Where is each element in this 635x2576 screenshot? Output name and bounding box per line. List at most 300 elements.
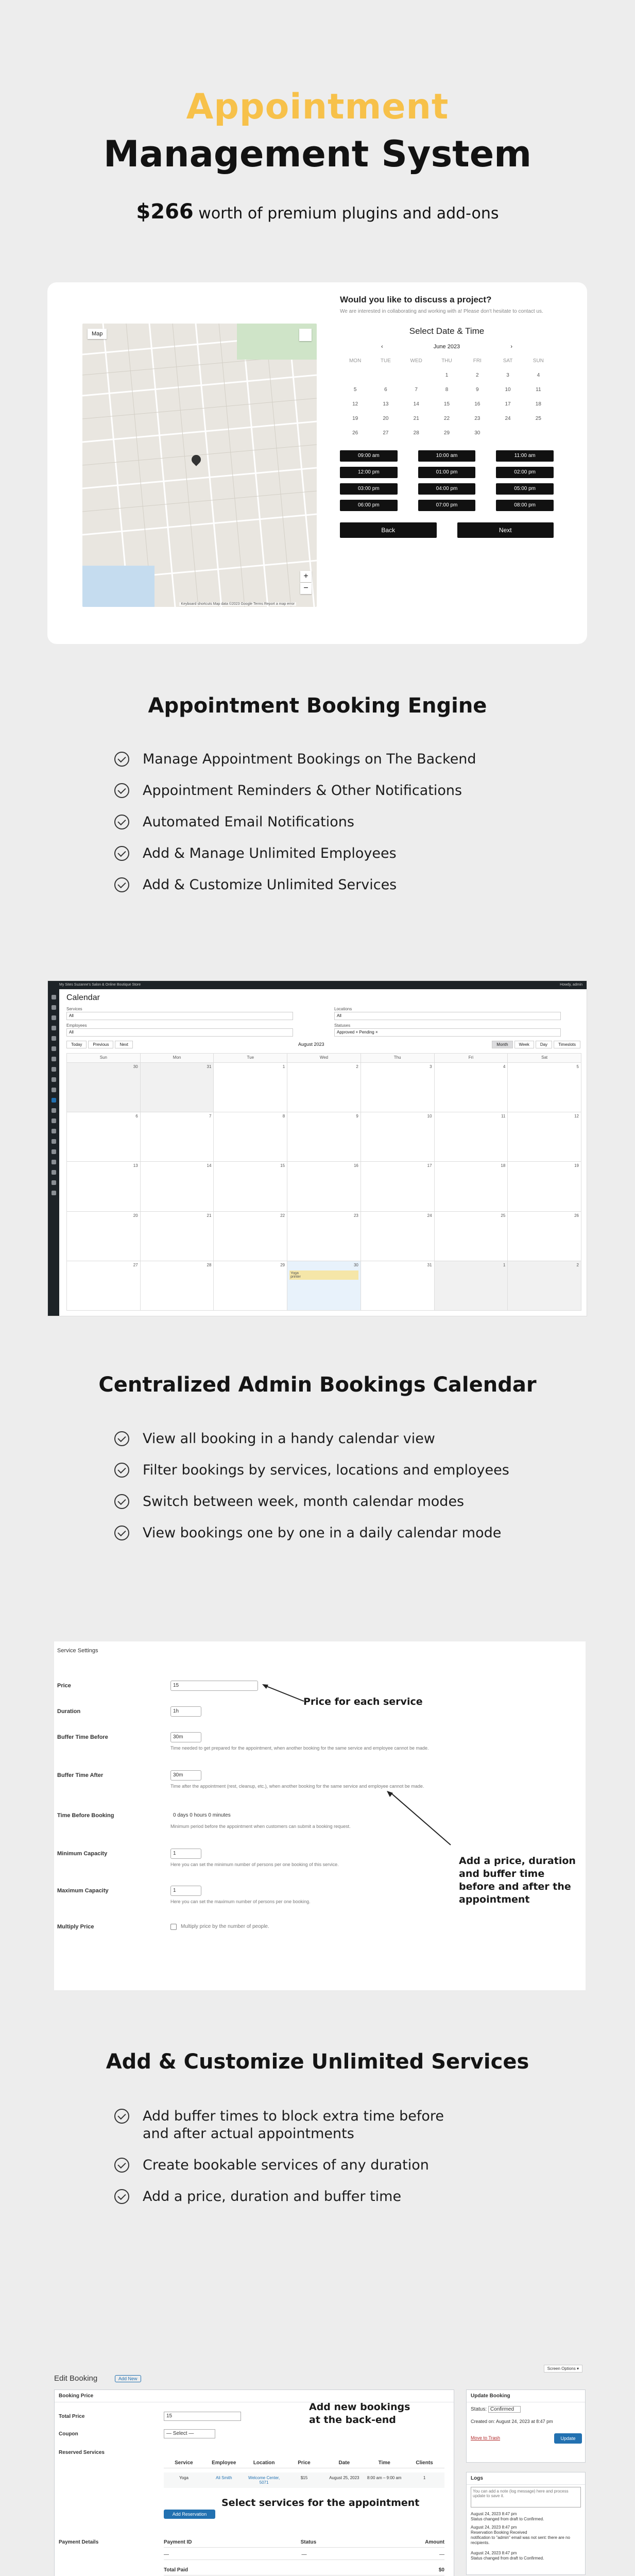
sidebar-icon[interactable] (52, 1077, 56, 1082)
topbar-site[interactable]: My Sites Suzanne's Salon & Online Boutique Store (59, 983, 141, 987)
total-price-input[interactable]: 15 (164, 2412, 241, 2421)
feature-text: View all booking in a handy calendar view (143, 1431, 435, 1447)
sidebar-icon[interactable] (52, 1191, 56, 1195)
fullscreen-icon[interactable] (299, 329, 312, 341)
buffer-after-select[interactable]: 30m (170, 1770, 201, 1781)
calendar-cell[interactable] (508, 1112, 581, 1162)
feature-item (114, 782, 547, 800)
date-number: 10 (427, 1114, 432, 1119)
next-month-icon[interactable]: › (510, 344, 512, 350)
date-number: 3 (430, 1064, 432, 1069)
section-title-booking-engine: Appointment Booking Engine (148, 694, 487, 718)
column-header: Status (300, 2539, 317, 2545)
calendar-day[interactable]: 27 (383, 430, 389, 436)
date-number: 28 (207, 1262, 212, 1267)
date-number: 20 (133, 1213, 138, 1218)
calendar-cell[interactable] (287, 1162, 361, 1211)
buffer-before-hint: Time needed to get prepared for the appointment, when another booking for the same service and employee cannot be made. (170, 1745, 429, 1751)
feature-text: Automated Email Notifications (143, 814, 354, 830)
next-button[interactable]: Next (115, 1041, 132, 1048)
date-number: 8 (282, 1114, 285, 1119)
time-slot-button[interactable]: 02:00 pm (496, 467, 554, 478)
feature-item (114, 2188, 547, 2206)
calendar-day[interactable]: 17 (505, 401, 511, 407)
hero-accent-title: Appointment (186, 87, 449, 127)
weekday-header: Sun (67, 1054, 141, 1063)
update-booking-heading: Update Booking (467, 2390, 585, 2402)
check-circle-icon (114, 1494, 129, 1509)
booking-description: We are interested in collaborating and working with a! Please don't hesitate to contact us. (340, 309, 543, 314)
cell: 1 (423, 2476, 426, 2480)
calendar-cell[interactable] (214, 1162, 287, 1211)
weekday-header: Tue (214, 1054, 287, 1063)
date-number: 31 (207, 1064, 212, 1069)
calendar-day[interactable]: 9 (476, 387, 479, 393)
date-number: 24 (427, 1213, 432, 1218)
view-month-button[interactable]: Month (492, 1041, 512, 1048)
column-header: Time (378, 2460, 390, 2466)
buffer-before-select[interactable]: 30m (170, 1732, 201, 1742)
column-header: Employee (212, 2460, 236, 2466)
calendar-day[interactable]: 5 (353, 387, 357, 393)
time-slot-button[interactable]: 03:00 pm (340, 483, 398, 495)
sidebar-icon[interactable] (52, 1160, 56, 1164)
time-before-inputs[interactable]: 0 days 0 hours 0 minutes (170, 1810, 299, 1821)
date-number: 27 (133, 1262, 138, 1267)
feature-text: Create bookable services of any duration (143, 2157, 429, 2173)
cell: Ali Smith (216, 2476, 232, 2480)
filter-employees-select[interactable]: All (66, 1028, 293, 1037)
check-circle-icon (114, 815, 129, 829)
calendar-day[interactable]: 14 (413, 401, 419, 407)
annotation-select-services: Select services for the appointment (221, 2497, 420, 2509)
time-slot-button[interactable]: 09:00 am (340, 450, 398, 462)
calendar-cell[interactable] (435, 1261, 508, 1311)
date-number: 1 (503, 1262, 506, 1267)
calendar-day[interactable]: 12 (352, 401, 358, 407)
topbar-user[interactable]: Howdy, admin (560, 983, 582, 987)
date-number: 26 (574, 1213, 579, 1218)
map-view[interactable] (82, 324, 317, 607)
feature-text: Add buffer times to block extra time before and after actual appointments (143, 2108, 444, 2142)
time-slot-button[interactable]: 10:00 am (418, 450, 476, 462)
booking-price-heading: Booking Price (55, 2390, 454, 2402)
check-circle-icon (114, 2109, 129, 2124)
calendar-cell[interactable] (141, 1162, 214, 1211)
feature-item (114, 1430, 547, 1448)
map-attribution: Keyboard shortcuts Map data ©2023 Google Terms Report a map error (179, 602, 296, 606)
section-title-admin-calendar: Centralized Admin Bookings Calendar (98, 1373, 537, 1397)
calendar-cell[interactable] (287, 1212, 361, 1261)
add-reservation-button[interactable]: Add Reservation (164, 2510, 215, 2519)
calendar-day[interactable]: 28 (413, 430, 419, 436)
calendar-cell[interactable] (214, 1063, 287, 1112)
service-settings-screenshot (54, 1641, 586, 1990)
date-number: 23 (353, 1213, 358, 1218)
calendar-day[interactable] (492, 430, 523, 436)
calendar-day[interactable]: 15 (443, 401, 450, 407)
feature-text: Manage Appointment Bookings on The Backend (143, 751, 476, 767)
weekday-label: MON (349, 358, 362, 364)
sidebar-icon[interactable] (52, 995, 56, 999)
calendar-cell[interactable] (508, 1063, 581, 1112)
update-button[interactable]: Update (554, 2433, 582, 2444)
weekday-header: Thu (361, 1054, 435, 1063)
zoom-in-icon[interactable]: + (300, 571, 312, 582)
calendar-cell[interactable] (435, 1212, 508, 1261)
annotation-arrow (260, 1683, 306, 1703)
date-number: 29 (280, 1262, 285, 1267)
calendar-day[interactable]: 13 (383, 401, 389, 407)
time-slot-button[interactable]: 11:00 am (496, 450, 554, 462)
calendar-cell[interactable] (214, 1212, 287, 1261)
calendar-cell[interactable] (435, 1112, 508, 1162)
feature-text: Add & Manage Unlimited Employees (143, 845, 397, 861)
calendar-day[interactable] (401, 372, 432, 378)
calendar-day[interactable]: 3 (506, 372, 509, 378)
date-number: 11 (501, 1114, 506, 1119)
weekday-label: FRI (473, 358, 482, 364)
cell: — (439, 2552, 444, 2557)
edit-booking-screenshot (54, 2366, 586, 2576)
log-note-textarea[interactable]: You can add a note (log message) here and process update to save it. (471, 2487, 581, 2507)
date-number: 15 (280, 1163, 285, 1168)
filter-employees-label: Employees (66, 1023, 87, 1028)
calendar-day[interactable]: 19 (352, 416, 358, 421)
date-number: 25 (501, 1213, 506, 1218)
calendar-cell[interactable] (141, 1112, 214, 1162)
time-slot-button[interactable]: 08:00 pm (496, 500, 554, 511)
column-header: Payment ID (164, 2539, 192, 2545)
calendar-cell[interactable] (287, 1063, 361, 1112)
sidebar-icon[interactable] (52, 1139, 56, 1144)
calendar-cell[interactable] (508, 1261, 581, 1311)
sidebar-icon[interactable] (52, 1118, 56, 1123)
calendar-day[interactable]: 7 (415, 387, 418, 393)
calendar-day[interactable]: 2 (476, 372, 479, 378)
calendar-cell[interactable] (214, 1112, 287, 1162)
check-circle-icon (114, 2189, 129, 2204)
calendar-day[interactable]: 29 (443, 430, 450, 436)
calendar-cell[interactable] (435, 1063, 508, 1112)
calendar-day[interactable]: 11 (536, 387, 541, 393)
check-circle-icon (114, 846, 129, 861)
time-before-label: Time Before Booking (57, 1812, 114, 1819)
feature-item (114, 1462, 547, 1479)
map-streets (82, 324, 317, 607)
cell: — (164, 2552, 169, 2557)
check-circle-icon (114, 1463, 129, 1478)
weekday-header: Sat (508, 1054, 581, 1063)
calendar-day[interactable]: 30 (474, 430, 480, 436)
calendar-day[interactable] (523, 430, 554, 436)
check-circle-icon (114, 1431, 129, 1446)
calendar-day[interactable]: 6 (384, 387, 387, 393)
feature-item (114, 876, 547, 894)
sidebar-icon[interactable] (52, 1026, 56, 1030)
payment-row (164, 2552, 444, 2560)
zoom-out-icon[interactable]: − (300, 583, 312, 594)
sidebar-icon[interactable] (52, 1170, 56, 1175)
time-slot-button[interactable]: 07:00 pm (418, 500, 476, 511)
calendar-cell[interactable] (361, 1063, 435, 1112)
calendar-day[interactable]: 24 (505, 416, 511, 421)
column-header: Clients (416, 2460, 433, 2466)
date-number: 13 (133, 1163, 138, 1168)
calendar-cell[interactable] (287, 1112, 361, 1162)
check-circle-icon (114, 2158, 129, 2173)
calendar-cell[interactable] (67, 1162, 141, 1211)
column-header: Amount (425, 2539, 444, 2545)
sidebar-icon[interactable] (52, 1036, 56, 1041)
cell: 8:00 am – 9:00 am (367, 2476, 402, 2480)
date-number: 6 (135, 1114, 138, 1119)
check-circle-icon (114, 783, 129, 798)
time-slot-button[interactable]: 06:00 pm (340, 500, 398, 511)
calendar-cell[interactable] (141, 1063, 214, 1112)
feature-text: Add a price, duration and buffer time (143, 2189, 402, 2205)
calendar-month-label: August 2023 (298, 1042, 324, 1047)
date-number: 4 (503, 1064, 506, 1069)
view-switcher (492, 1041, 580, 1048)
calendar-cell[interactable] (141, 1212, 214, 1261)
calendar-cell[interactable] (361, 1162, 435, 1211)
view-timeslots-button[interactable]: Timeslots (554, 1041, 580, 1048)
sidebar-icon[interactable] (52, 1108, 56, 1113)
calendar-day[interactable]: 20 (383, 416, 389, 421)
sidebar-icon[interactable] (52, 1088, 56, 1092)
calendar-day[interactable]: 23 (474, 416, 480, 421)
price-input[interactable]: 15 (170, 1681, 258, 1691)
payment-details-label: Payment Details (59, 2539, 99, 2545)
calendar-day[interactable]: 1 (445, 372, 449, 378)
calendar-day[interactable]: 22 (443, 416, 450, 421)
sidebar-icon[interactable] (52, 1005, 56, 1010)
sidebar-icon[interactable] (52, 1149, 56, 1154)
date-number: 17 (427, 1163, 432, 1168)
date-number: 14 (207, 1163, 212, 1168)
calendar-cell[interactable] (67, 1261, 141, 1311)
calendar-day[interactable]: 8 (445, 387, 449, 393)
filter-services-select[interactable]: All (66, 1012, 293, 1020)
feature-item (114, 2108, 547, 2143)
admin-calendar-screenshot (47, 980, 587, 1316)
feature-text: Switch between week, month calendar modes (143, 1494, 465, 1510)
status-label: Status: (471, 2406, 487, 2412)
select-date-label: Select Date & Time (409, 326, 485, 336)
month-label: June 2023 (433, 344, 460, 350)
calendar-cell[interactable] (508, 1162, 581, 1211)
calendar-day[interactable]: 16 (474, 401, 480, 407)
feature-list-admin-calendar (114, 1430, 547, 1556)
reserved-services-label: Reserved Services (59, 2450, 105, 2455)
coupon-select[interactable]: — Select — (164, 2429, 215, 2438)
calendar-day[interactable] (340, 372, 370, 378)
sidebar-icon[interactable] (52, 1067, 56, 1072)
calendar-day[interactable]: 18 (535, 401, 541, 407)
buffer-after-label: Buffer Time After (57, 1772, 104, 1778)
cell: Yoga (179, 2476, 188, 2480)
add-new-button[interactable]: Add New (115, 2375, 141, 2382)
prev-month-icon[interactable]: ‹ (381, 344, 383, 350)
hero-subtitle (0, 200, 635, 224)
map-tab[interactable]: Map (88, 329, 107, 339)
feature-list-booking-engine (114, 751, 547, 908)
calendar-cell[interactable] (361, 1112, 435, 1162)
total-paid-label: Total Paid (164, 2567, 188, 2573)
total-paid-value: $0 (438, 2567, 444, 2573)
date-number: 22 (280, 1213, 285, 1218)
calendar-cell[interactable] (361, 1212, 435, 1261)
cell: August 25, 2023 (329, 2476, 359, 2480)
total-price-label: Total Price (59, 2414, 85, 2419)
sidebar-icon-calendar[interactable] (52, 1098, 56, 1103)
min-capacity-hint: Here you can set the minimum number of persons per one booking of this service. (170, 1862, 339, 1867)
sidebar-icon[interactable] (52, 1046, 56, 1051)
feature-item (114, 1493, 547, 1511)
date-number: 21 (207, 1213, 212, 1218)
calendar-cell[interactable] (287, 1261, 361, 1311)
cell: Welcome Center, 5071 (248, 2476, 280, 2485)
filter-locations-label: Locations (334, 1007, 352, 1011)
service-settings-heading: Service Settings (57, 1648, 98, 1654)
date-number: 2 (356, 1064, 358, 1069)
time-slot-button[interactable]: 12:00 pm (340, 467, 398, 478)
max-capacity-label: Maximum Capacity (57, 1888, 109, 1894)
hero-title: Management System (103, 133, 532, 175)
date-number: 18 (501, 1163, 506, 1168)
log-entry: August 24, 2023 8:47 pm Status changed from draft to Confirmed. (471, 2512, 544, 2521)
feature-list-services (114, 2108, 547, 2219)
feature-item (114, 845, 547, 862)
calendar-day[interactable] (370, 372, 401, 378)
feature-text: Appointment Reminders & Other Notifications (143, 783, 462, 799)
calendar-cell[interactable] (435, 1162, 508, 1211)
time-slot-button[interactable]: 05:00 pm (496, 483, 554, 495)
move-to-trash-link[interactable]: Move to Trash (471, 2435, 501, 2441)
duration-label: Duration (57, 1708, 81, 1715)
previous-button[interactable]: Previous (88, 1041, 113, 1048)
admin-topbar (48, 981, 587, 989)
screen-options-button[interactable]: Screen Options ▾ (544, 2365, 582, 2372)
log-entry: August 24, 2023 8:47 pm Reservation Booking Received notification to "admin" email was not sent: there are no recipients. (471, 2525, 570, 2545)
sidebar-icon[interactable] (52, 1057, 56, 1061)
time-slot-button[interactable]: 04:00 pm (418, 483, 476, 495)
date-number: 12 (574, 1114, 579, 1119)
booking-event[interactable]: Yoga printer (289, 1270, 358, 1280)
date-number: 16 (353, 1163, 358, 1168)
next-button[interactable]: Next (457, 522, 554, 538)
date-number: 7 (209, 1114, 212, 1119)
back-button[interactable]: Back (340, 522, 437, 538)
created-on: Created on: August 24, 2023 at 8:47 pm (471, 2419, 553, 2424)
price-label: Price (57, 1683, 71, 1689)
calendar-cell[interactable] (508, 1212, 581, 1261)
date-picker[interactable] (340, 358, 554, 436)
booking-question: Would you like to discuss a project? (340, 295, 492, 304)
sidebar-icon[interactable] (52, 1180, 56, 1185)
column-header: Price (298, 2460, 311, 2466)
multiply-price-hint: Multiply price by the number of people. (181, 1924, 269, 1929)
calendar-day[interactable]: 26 (352, 430, 358, 436)
buffer-before-label: Buffer Time Before (57, 1734, 108, 1740)
time-before-hint: Minimum period before the appointment when customers can submit a booking request. (170, 1824, 351, 1829)
check-circle-icon (114, 1526, 129, 1540)
cell: $15 (300, 2476, 308, 2480)
calendar-cell[interactable] (214, 1261, 287, 1311)
weekday-label: THU (441, 358, 452, 364)
date-number: 30 (133, 1064, 138, 1069)
date-number: 1 (282, 1064, 285, 1069)
coupon-label: Coupon (59, 2431, 78, 2437)
view-day-button[interactable]: Day (536, 1041, 552, 1048)
calendar-day[interactable]: 10 (505, 387, 511, 393)
duration-select[interactable]: 1h (170, 1706, 201, 1717)
calendar-day[interactable]: 4 (537, 372, 540, 378)
column-header: Service (175, 2460, 193, 2466)
status-select[interactable]: Confirmed (488, 2406, 521, 2413)
calendar-cell[interactable] (67, 1063, 141, 1112)
date-number: 19 (574, 1163, 579, 1168)
multiply-price-checkbox[interactable] (170, 1924, 177, 1930)
column-header: Date (338, 2460, 350, 2466)
calendar-page-title: Calendar (66, 993, 100, 1002)
cell: — (301, 2552, 307, 2557)
multiply-price-label: Multiply Price (57, 1924, 94, 1930)
calendar-day[interactable]: 25 (535, 416, 541, 421)
feature-item (114, 814, 547, 831)
calendar-cell[interactable] (141, 1261, 214, 1311)
weekday-header: Mon (141, 1054, 214, 1063)
calendar-cell[interactable] (67, 1112, 141, 1162)
max-capacity-input[interactable]: 1 (170, 1886, 201, 1896)
sidebar-icon[interactable] (52, 1129, 56, 1133)
min-capacity-label: Minimum Capacity (57, 1851, 108, 1857)
admin-sidebar (48, 989, 59, 1316)
weekday-header: Fri (435, 1054, 508, 1063)
annotation-price: Price for each service (303, 1696, 423, 1707)
filter-locations-select[interactable]: All (334, 1012, 561, 1020)
section-title-services: Add & Customize Unlimited Services (106, 2050, 529, 2074)
calendar-cell[interactable] (67, 1212, 141, 1261)
weekday-label: SUN (533, 358, 544, 364)
feature-item (114, 751, 547, 768)
sidebar-icon[interactable] (52, 1015, 56, 1020)
filter-statuses-select[interactable]: Approved × Pending × (334, 1028, 561, 1037)
log-entry: August 24, 2023 8:47 pm Status changed from draft to Confirmed. (471, 2551, 544, 2561)
min-capacity-input[interactable]: 1 (170, 1849, 201, 1859)
feature-item (114, 1524, 547, 1542)
month-grid (66, 1053, 581, 1311)
logs-heading: Logs (467, 2472, 585, 2485)
date-number: 5 (576, 1064, 579, 1069)
today-button[interactable]: Today (66, 1041, 87, 1048)
date-number: 30 (353, 1262, 358, 1267)
booking-form (340, 295, 554, 538)
calendar-day[interactable]: 21 (413, 416, 419, 421)
date-number: 2 (576, 1262, 579, 1267)
calendar-cell[interactable] (361, 1261, 435, 1311)
annotation-buffer: Add a price, duration and buffer time before and after the appointment (459, 1855, 576, 1905)
view-week-button[interactable]: Week (514, 1041, 534, 1048)
feature-text: Filter bookings by services, locations and employees (143, 1462, 509, 1478)
time-slot-button[interactable]: 01:00 pm (418, 467, 476, 478)
edit-booking-title: Edit Booking (54, 2374, 98, 2383)
column-header: Location (253, 2460, 275, 2466)
filter-services-label: Services (66, 1007, 82, 1011)
reserved-service-row[interactable] (164, 2472, 444, 2488)
feature-text: View bookings one by one in a daily calendar mode (143, 1525, 502, 1541)
